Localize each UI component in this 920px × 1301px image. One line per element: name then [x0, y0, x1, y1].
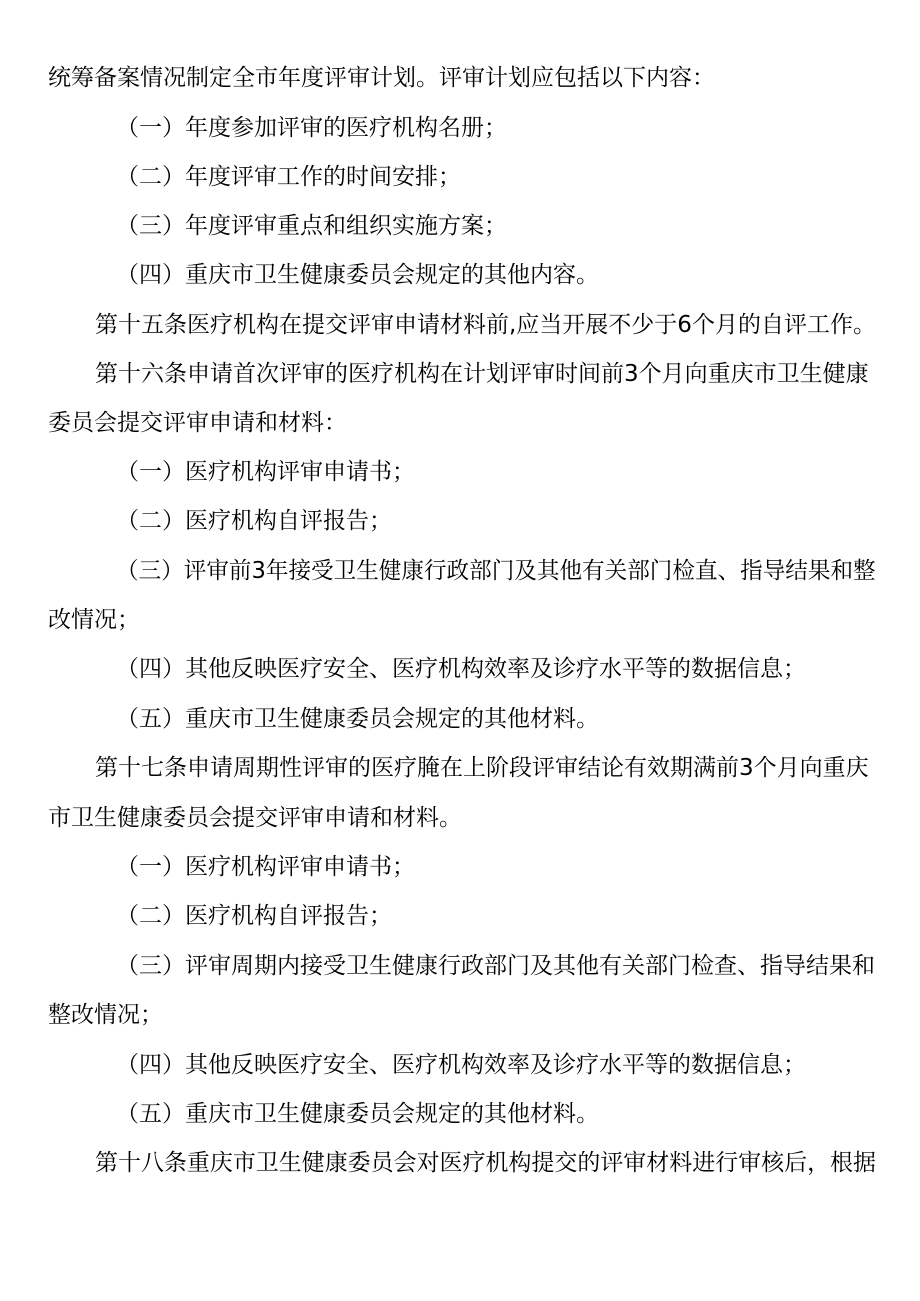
- list-item: （四）重庆市卫生健康委员会规定的其他内容。: [116, 262, 599, 288]
- list-item: （一）医疗机构评审申请书；: [116, 459, 415, 485]
- list-item: （一）医疗机构评审申请书；: [116, 854, 415, 880]
- article-paragraph: 第十八条重庆市卫生健康委员会对医疗机构提交的评审材料进行审核后，根据: [95, 1150, 876, 1176]
- list-item: （一）年度参加评审的医疗机构名册；: [116, 115, 507, 141]
- text-line: 整改情况；: [48, 1002, 163, 1028]
- list-item: （二）年度评审工作的时间安排；: [116, 164, 461, 190]
- list-item: （三）年度评审重点和组织实施方案；: [116, 213, 507, 239]
- text-line: 改情况；: [48, 607, 140, 633]
- text-line: 委员会提交评审申请和材料：: [48, 410, 347, 436]
- list-item: （三）评审前3年接受卫生健康行政部门及其他有关部门检直、指导结果和整: [116, 558, 876, 584]
- list-item: （四）其他反映医疗安全、医疗机构效率及诊疗水平等的数据信息；: [116, 656, 806, 682]
- article-paragraph: 第十七条申请周期性评审的医疗腌在上阶段评审结论有效期满前3个月向重庆: [95, 755, 869, 781]
- list-item: （二）医疗机构自评报告；: [116, 508, 392, 534]
- text-line: 市卫生健康委员会提交评审申请和材料。: [48, 805, 462, 831]
- list-item: （三）评审周期内接受卫生健康行政部门及其他有关部门检查、指导结果和: [116, 953, 875, 979]
- list-item: （四）其他反映医疗安全、医疗机构效率及诊疗水平等的数据信息；: [116, 1052, 806, 1078]
- list-item: （五）重庆市卫生健康委员会规定的其他材料。: [116, 1101, 599, 1127]
- list-item: （二）医疗机构自评报告；: [116, 903, 392, 929]
- list-item: （五）重庆市卫生健康委员会规定的其他材料。: [116, 706, 599, 732]
- article-paragraph: 第十六条申请首次评审的医疗机构在计划评审时间前3个月向重庆市卫生健康: [95, 361, 869, 387]
- article-paragraph: 第十五条医疗机构在提交评审申请材料前,应当开展不少于6个月的自评工作。: [95, 312, 876, 338]
- text-line: 统筹备案情况制定全市年度评审计划。评审计划应包括以下内容：: [48, 65, 715, 91]
